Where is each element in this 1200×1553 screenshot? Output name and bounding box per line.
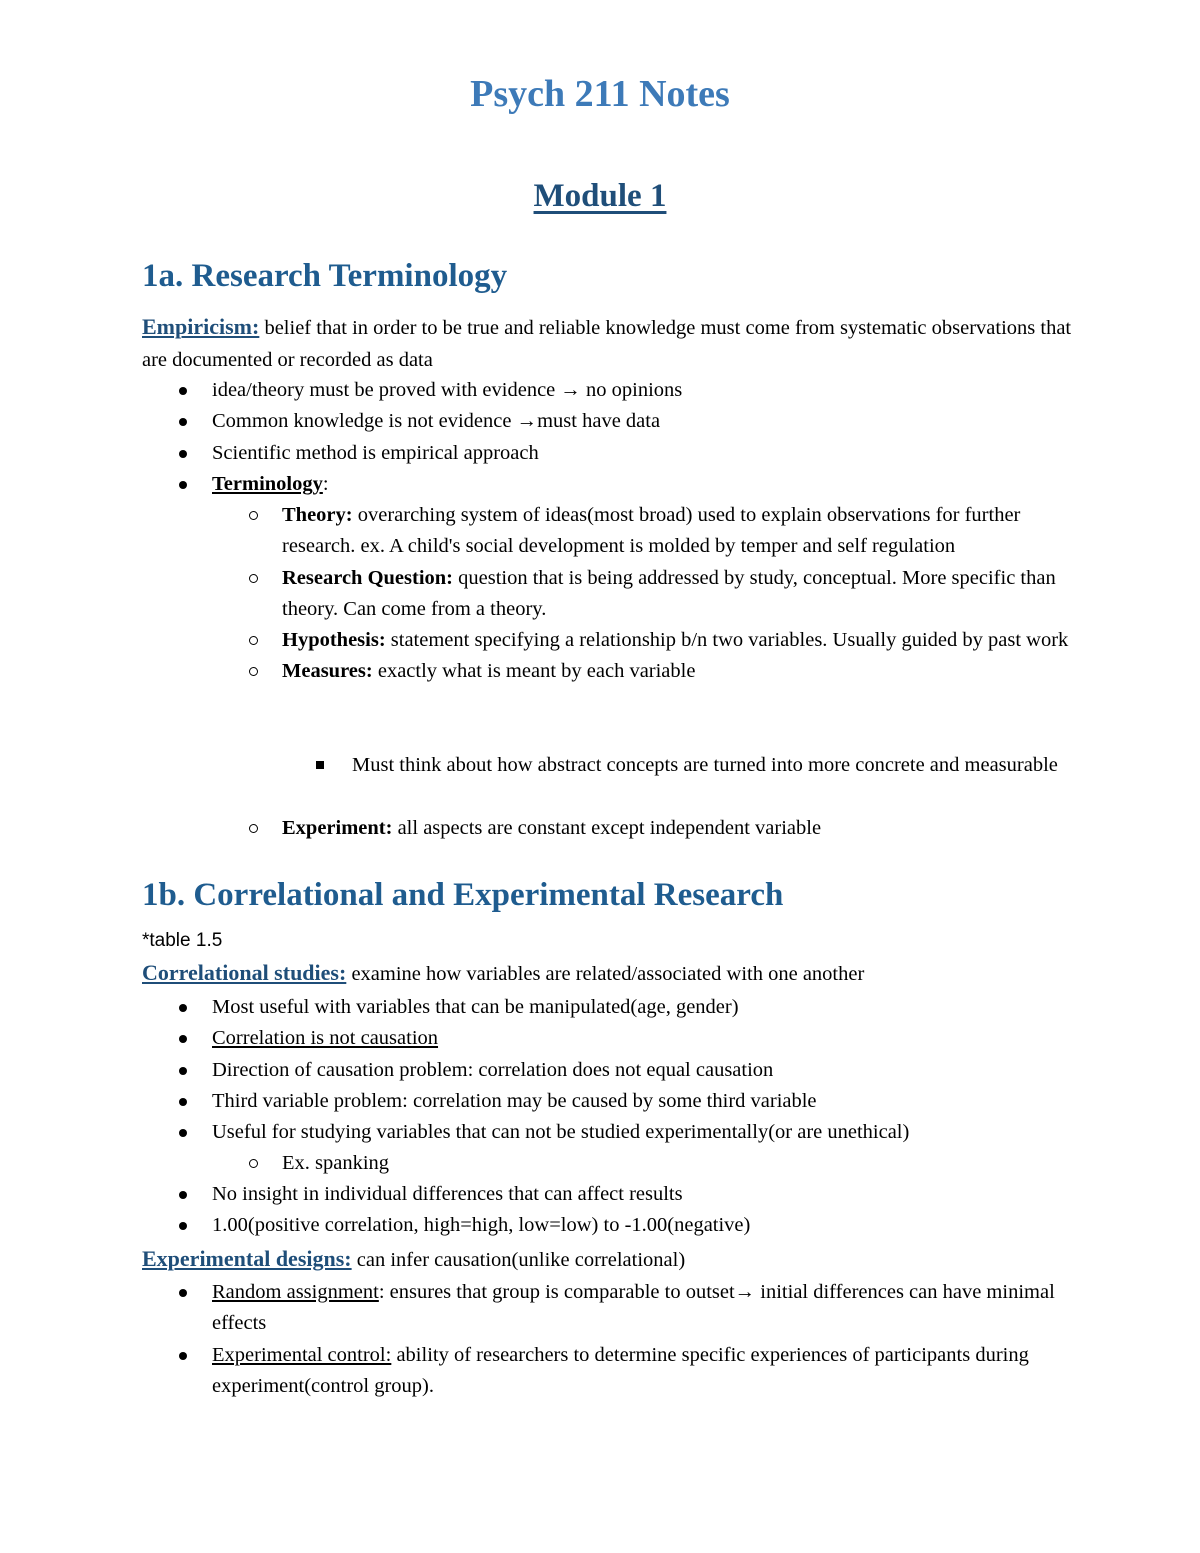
experiment-text: all aspects are constant except independent variable [392,817,822,839]
list-item: idea/theory must be proved with evidence → no opinions [212,375,1072,406]
section-heading-correlational-experimental: 1b. Correlational and Experimental Research [142,877,784,913]
section-heading-research-terminology: 1a. Research Terminology [142,258,508,294]
list-item: No insight in individual differences that can affect results [212,1179,1072,1210]
research-question-text: question that is being addressed by study, conceptual. More specific than theory. Can come from a theory. [282,566,1056,620]
correlational-definition: examine how variables are related/associated with one another [346,963,865,985]
experimental-list [212,1277,1072,1402]
hypothesis-label: Hypothesis: [282,629,386,652]
correlational-list [212,992,1072,1148]
measures-label: Measures: [282,660,373,683]
random-assignment-label: Random assignment [212,1281,379,1303]
empiricism-definition: belief that in order to be true and reliable knowledge must come from systematic observations that are documented or recorded as data [142,317,1072,371]
module-heading [0,178,1200,215]
correlational-sublist [282,1148,1072,1179]
terminology-list-b [282,813,1072,844]
correlational-paragraph [142,957,1072,991]
list-item-research-question [282,563,1072,626]
experimental-control-text: ability of researchers to determine specific experiences of participants during experiment(control group). [212,1343,1029,1397]
terminology-suffix: : [322,472,329,495]
terminology-list-a [282,500,1072,688]
theory-text: overarching system of ideas(most broad) used to explain observations for further research. ex. A child's social development is molded by temper and self regulation [282,504,1021,558]
list-item: Must think about how abstract concepts are turned into more concrete and measurable [352,750,1072,781]
list-item-measures [282,656,1072,687]
measures-text: exactly what is meant by each variable [372,660,696,683]
list-item: Direction of causation problem: correlation does not equal causation [212,1055,1072,1086]
page-title: Psych 211 Notes [470,73,730,115]
list-item: Third variable problem: correlation may be caused by some third variable [212,1086,1072,1117]
list-item-theory [282,500,1072,563]
table-note: *table 1.5 [142,930,223,951]
correlational-term: Correlational studies: [142,960,347,985]
empiricism-paragraph [142,311,1072,376]
list-item: Scientific method is empirical approach [212,438,1072,469]
experimental-control-label: Experimental control: [212,1343,392,1366]
list-item: Ex. spanking [282,1148,1072,1179]
theory-label: Theory: [282,504,353,526]
experimental-term: Experimental designs: [142,1246,352,1271]
correlational-list-2 [212,1179,1072,1242]
research-question-label: Research Question: [282,566,454,589]
list-item: Most useful with variables that can be manipulated(age, gender) [212,992,1072,1023]
list-item-experimental-control [212,1340,1072,1403]
list-item: 1.00(positive correlation, high=high, low=low) to -1.00(negative) [212,1210,1072,1241]
experimental-definition: can infer causation(unlike correlational) [351,1249,686,1271]
module-heading-text: Module 1 [533,178,667,214]
list-item-hypothesis [282,625,1072,656]
experiment-label: Experiment: [282,817,393,839]
random-assignment-text: : ensures that group is comparable to outset→ initial differences can have minimal effects [212,1281,1055,1335]
list-item: Correlation is not causation [212,1023,1072,1054]
list-item-experiment [282,813,1072,844]
list-item: Common knowledge is not evidence →must have data [212,406,1072,437]
list-item-random-assignment [212,1277,1072,1340]
empiricism-list [212,375,1072,500]
terminology-label: Terminology [212,472,323,495]
list-item-terminology [212,469,1072,500]
hypothesis-text: statement specifying a relationship b/n two variables. Usually guided by past work [385,629,1069,652]
empiricism-term: Empiricism: [142,314,260,339]
measures-sublist [352,750,1072,781]
list-item: Useful for studying variables that can not be studied experimentally(or are unethical) [212,1117,1072,1148]
experimental-paragraph [142,1243,1072,1277]
